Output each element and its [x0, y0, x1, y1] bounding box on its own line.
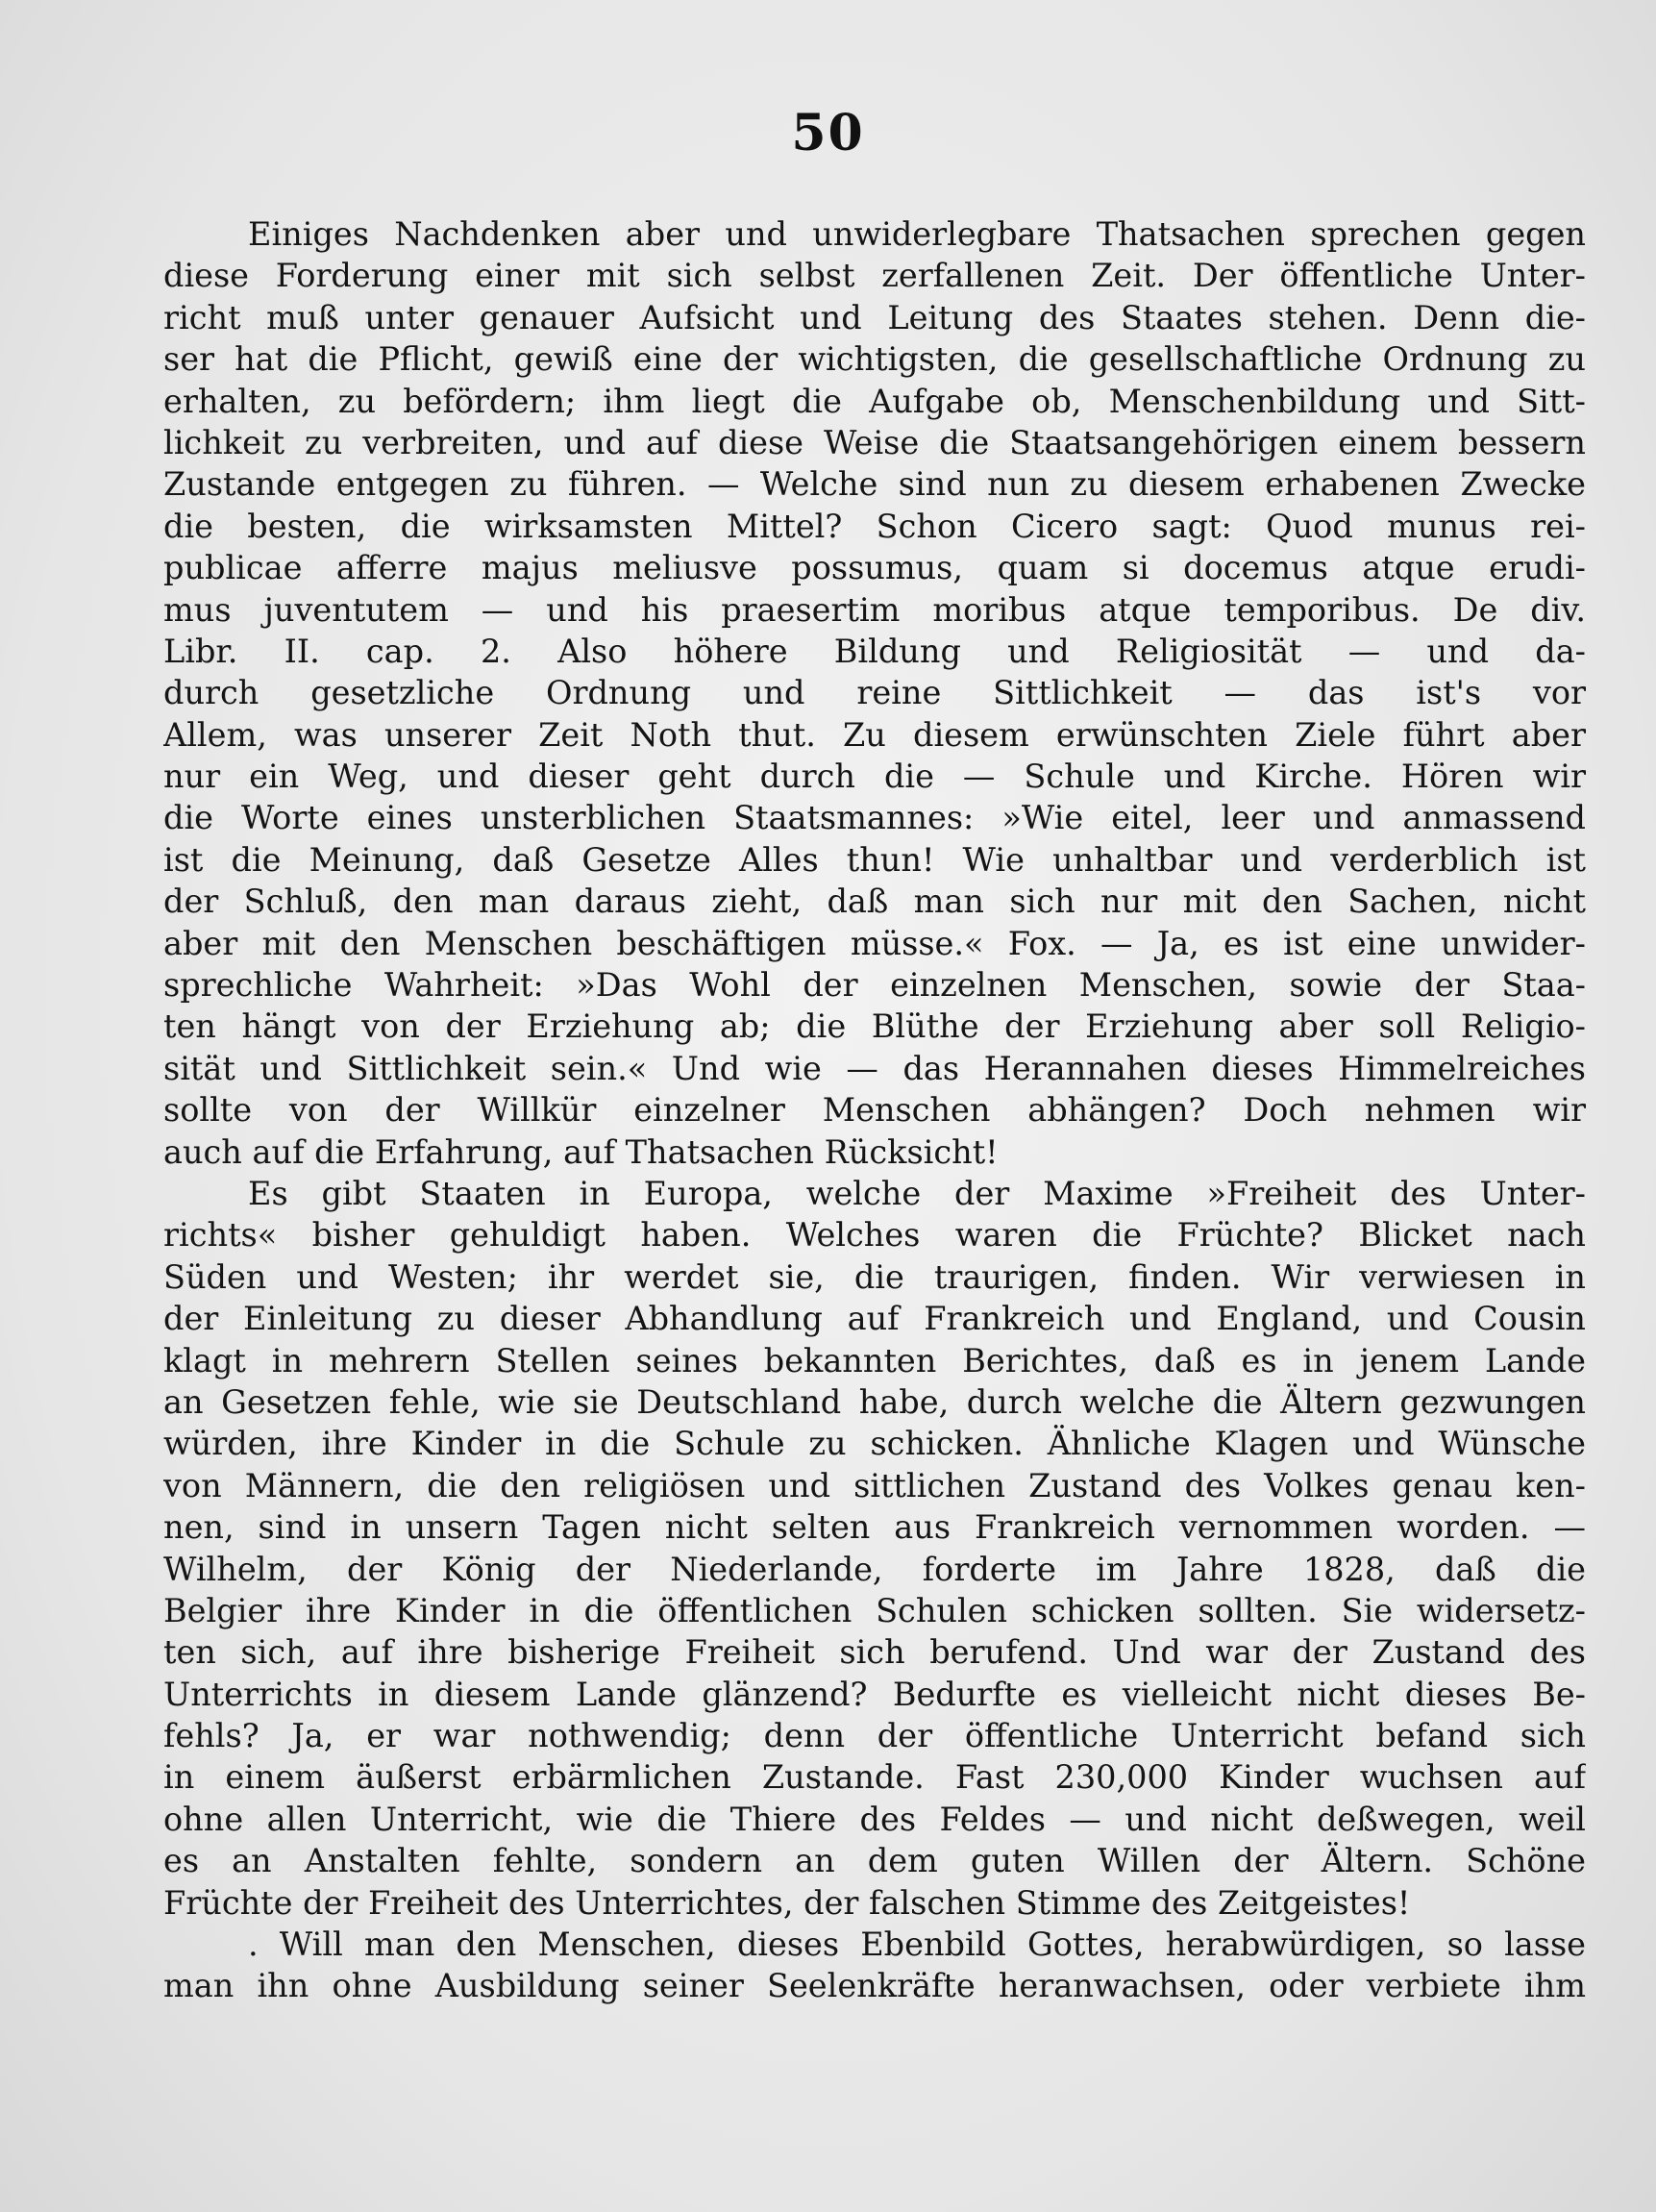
text-line: Belgier ihre Kinder in die öffentlichen Schulen schicken sollten. Sie widersetz-	[163, 1591, 1586, 1629]
text-line: ser hat die Pflicht, gewiß eine der wichtigsten, die gesellschaftliche Ordnung zu	[163, 340, 1586, 379]
body-text	[163, 213, 1586, 2007]
text-line: ten hängt von der Erziehung ab; die Blüthe der Erziehung aber soll Religio-	[163, 1007, 1586, 1046]
text-line: Libr. II. cap. 2. Also höhere Bildung und Religiosität — und da-	[163, 632, 1586, 670]
text-line: Wilhelm, der König der Niederlande, forderte im Jahre 1828, daß die	[163, 1550, 1586, 1588]
text-line: Allem, was unserer Zeit Noth thut. Zu diesem erwünschten Ziele führt aber	[163, 715, 1586, 754]
text-line: Früchte der Freiheit des Unterrichtes, der falschen Stimme des Zeitgeistes!	[163, 1883, 1411, 1922]
text-line: Es gibt Staaten in Europa, welche der Maxime »Freiheit des Unter-	[248, 1174, 1586, 1212]
text-line: mus juventutem — und his praesertim moribus atque temporibus. De div.	[163, 590, 1586, 629]
text-line: nur ein Weg, und dieser geht durch die — Schule und Kirche. Hören wir	[163, 758, 1586, 796]
text-line: der Einleitung zu dieser Abhandlung auf Frankreich und England, und Cousin	[163, 1300, 1586, 1338]
text-line: Unterrichts in diesem Lande glänzend? Bedurfte es vielleicht nicht dieses Be-	[163, 1675, 1586, 1713]
text-line: ten sich, auf ihre bisherige Freiheit sich berufend. Und war der Zustand des	[163, 1633, 1586, 1672]
text-line: nen, sind in unsern Tagen nicht selten aus Frankreich vernommen worden. —	[163, 1508, 1586, 1547]
text-line: fehls? Ja, er war nothwendig; denn der öffentliche Unterricht befand sich	[163, 1717, 1586, 1755]
text-line: man ihn ohne Ausbildung seiner Seelenkräfte heranwachsen, oder verbiete ihm	[163, 1967, 1586, 2005]
text-line: durch gesetzliche Ordnung und reine Sittlichkeit — das ist's vor	[163, 674, 1586, 712]
text-line: erhalten, zu befördern; ihm liegt die Aufgabe ob, Menschenbildung und Sitt-	[163, 382, 1586, 420]
text-line: Süden und Westen; ihr werdet sie, die traurigen, finden. Wir verwiesen in	[163, 1257, 1586, 1296]
text-line: sität und Sittlichkeit sein.« Und wie — das Herannahen dieses Himmelreiches	[163, 1049, 1586, 1087]
text-line: in einem äußerst erbärmlichen Zustande. Fast 230,000 Kinder wuchsen auf	[163, 1758, 1586, 1797]
text-line: sollte von der Willkür einzelner Menschen abhängen? Doch nehmen wir	[163, 1091, 1586, 1130]
text-line: an Gesetzen fehle, wie sie Deutschland habe, durch welche die Ältern gezwungen	[163, 1382, 1586, 1421]
text-line: würden, ihre Kinder in die Schule zu schicken. Ähnliche Klagen und Wünsche	[163, 1425, 1586, 1463]
text-line: es an Anstalten fehlte, sondern an dem guten Willen der Ältern. Schöne	[163, 1842, 1586, 1880]
text-line: klagt in mehrern Stellen seines bekannten Berichtes, daß es in jenem Lande	[163, 1341, 1586, 1379]
text-line: lichkeit zu verbreiten, und auf diese Weise die Staatsangehörigen einem bessern	[163, 423, 1586, 461]
text-line: richts« bisher gehuldigt haben. Welches waren die Früchte? Blicket nach	[163, 1216, 1586, 1255]
text-line: Einiges Nachdenken aber und unwiderlegbare Thatsachen sprechen gegen	[248, 215, 1586, 253]
text-line: die besten, die wirksamsten Mittel? Schon Cicero sagt: Quod munus rei-	[163, 507, 1586, 545]
text-line: ohne allen Unterricht, wie die Thiere des Feldes — und nicht deßwegen, weil	[163, 1800, 1586, 1838]
text-line: Zustande entgegen zu führen. — Welche sind nun zu diesem erhabenen Zwecke	[163, 465, 1586, 504]
page-number: 50	[791, 104, 865, 162]
text-line: diese Forderung einer mit sich selbst zerfallenen Zeit. Der öffentliche Unter-	[163, 257, 1586, 295]
text-line: auch auf die Erfahrung, auf Thatsachen Rücksicht!	[163, 1132, 999, 1171]
text-line: richt muß unter genauer Aufsicht und Leitung des Staates stehen. Denn die-	[163, 298, 1586, 336]
text-line: der Schluß, den man daraus zieht, daß man sich nur mit den Sachen, nicht	[163, 882, 1586, 921]
text-line: . Will man den Menschen, dieses Ebenbild Gottes, herabwürdigen, so lasse	[248, 1926, 1586, 1964]
text-line: sprechliche Wahrheit: »Das Wohl der einzelnen Menschen, sowie der Staa-	[163, 966, 1586, 1005]
text-line: ist die Meinung, daß Gesetze Alles thun! Wie unhaltbar und verderblich ist	[163, 840, 1586, 879]
text-line: die Worte eines unsterblichen Staatsmannes: »Wie eitel, leer und anmassend	[163, 799, 1586, 837]
text-line: publicae afferre majus meliusve possumus, quam si docemus atque erudi-	[163, 549, 1586, 587]
text-line: aber mit den Menschen beschäftigen müsse.« Fox. — Ja, es ist eine unwider-	[163, 924, 1586, 962]
text-line: von Männern, die den religiösen und sittlichen Zustand des Volkes genau ken-	[163, 1466, 1586, 1504]
